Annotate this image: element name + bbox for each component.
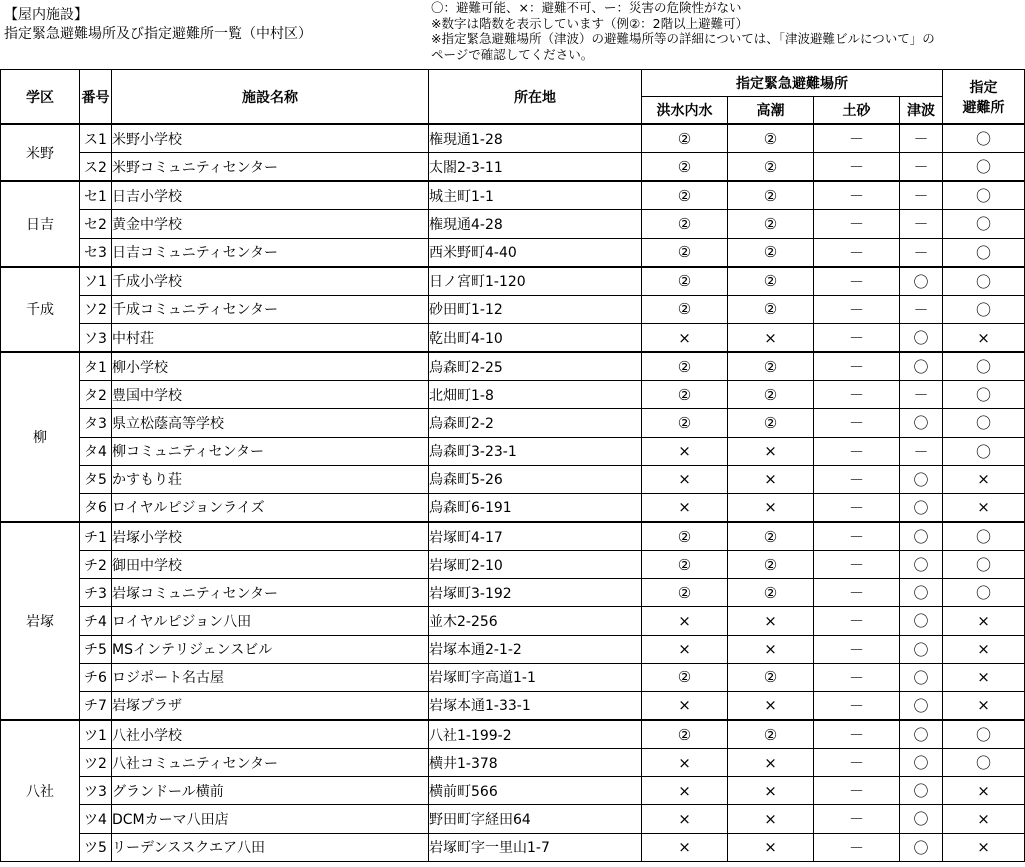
flood-status: ×: [642, 465, 728, 493]
shelter-status: ×: [943, 805, 1025, 833]
facility-number: タ6: [80, 493, 112, 522]
facility-number: ツ4: [80, 805, 112, 833]
facility-name: かすもり荘: [112, 465, 429, 493]
shelter-status: 〇: [943, 749, 1025, 777]
table-row: [1, 522, 1025, 551]
col-header-shelter-line1: 指定: [969, 79, 998, 96]
flood-status: ②: [642, 720, 728, 749]
flood-status: ②: [642, 210, 728, 238]
flood-status: ×: [642, 607, 728, 635]
facility-address: 烏森町5-26: [429, 465, 642, 493]
landslide-status: －: [814, 210, 900, 238]
facility-name: リーデンススクエア八田: [112, 833, 429, 861]
facility-name: 御田中学校: [112, 551, 429, 579]
facility-name: ロイヤルピジョンライズ: [112, 493, 429, 522]
flood-status: ②: [642, 663, 728, 691]
storm-surge-status: ②: [728, 238, 814, 267]
tsunami-status: 〇: [900, 607, 943, 635]
flood-status: ×: [642, 749, 728, 777]
tsunami-status: 〇: [900, 267, 943, 296]
table-row: [1, 663, 1025, 691]
landslide-status: －: [814, 720, 900, 749]
facility-address: 岩塚本通2-1-2: [429, 635, 642, 663]
district-cell: 八社: [1, 720, 80, 861]
page-title: 指定緊急避難場所及び指定避難所一覧（中村区）: [4, 26, 312, 42]
facility-number: チ1: [80, 522, 112, 551]
table-row: [1, 691, 1025, 720]
facility-number: チ6: [80, 663, 112, 691]
facility-number: タ5: [80, 465, 112, 493]
facility-name: DCMカーマ八田店: [112, 805, 429, 833]
flood-status: ×: [642, 493, 728, 522]
landslide-status: －: [814, 805, 900, 833]
flood-status: ×: [642, 323, 728, 352]
table-header: [1, 70, 1025, 125]
facility-address: 烏森町2-2: [429, 409, 642, 437]
table-row: [1, 635, 1025, 663]
landslide-status: －: [814, 691, 900, 720]
tsunami-status: －: [900, 238, 943, 267]
flood-status: ②: [642, 352, 728, 381]
facility-address: 烏森町2-25: [429, 352, 642, 381]
tsunami-status: 〇: [900, 720, 943, 749]
table-row: [1, 124, 1025, 153]
storm-surge-status: ②: [728, 579, 814, 607]
facility-number: タ4: [80, 437, 112, 465]
facility-number: タ3: [80, 409, 112, 437]
landslide-status: －: [814, 777, 900, 805]
storm-surge-status: ×: [728, 465, 814, 493]
shelter-status: 〇: [943, 579, 1025, 607]
table-row: [1, 833, 1025, 861]
table-row: [1, 579, 1025, 607]
facility-name: 日吉小学校: [112, 181, 429, 210]
table-row: [1, 465, 1025, 493]
flood-status: ×: [642, 691, 728, 720]
landslide-status: －: [814, 381, 900, 409]
flood-status: ×: [642, 777, 728, 805]
facility-address: 岩塚町3-192: [429, 579, 642, 607]
facility-number: タ1: [80, 352, 112, 381]
district-cell: 日吉: [1, 181, 80, 266]
facility-number: ツ1: [80, 720, 112, 749]
facility-number: ソ2: [80, 295, 112, 323]
flood-status: ②: [642, 409, 728, 437]
flood-status: ×: [642, 833, 728, 861]
shelter-status: 〇: [943, 522, 1025, 551]
facility-address: 並木2-256: [429, 607, 642, 635]
tsunami-status: 〇: [900, 493, 943, 522]
flood-status: ②: [642, 522, 728, 551]
landslide-status: －: [814, 522, 900, 551]
district-cell: 米野: [1, 124, 80, 181]
facility-address: 北畑町1-8: [429, 381, 642, 409]
storm-surge-status: ②: [728, 352, 814, 381]
tsunami-status: －: [900, 437, 943, 465]
col-header-storm-surge: 高潮: [728, 97, 814, 125]
shelter-status: 〇: [943, 124, 1025, 153]
storm-surge-status: ②: [728, 267, 814, 296]
table-row: [1, 153, 1025, 182]
shelter-status: 〇: [943, 720, 1025, 749]
shelter-status: ×: [943, 663, 1025, 691]
flood-status: ②: [642, 295, 728, 323]
shelter-status: ×: [943, 493, 1025, 522]
facility-name: ロジポート名古屋: [112, 663, 429, 691]
storm-surge-status: ②: [728, 551, 814, 579]
table-row: [1, 720, 1025, 749]
tsunami-status: 〇: [900, 635, 943, 663]
storm-surge-status: ×: [728, 691, 814, 720]
facility-number: セ1: [80, 181, 112, 210]
facility-address: 野田町字経田64: [429, 805, 642, 833]
col-header-tsunami: 津波: [900, 97, 943, 125]
storm-surge-status: ②: [728, 409, 814, 437]
col-header-shelter-line2: 避難所: [962, 99, 1005, 116]
facility-number: セ3: [80, 238, 112, 267]
tsunami-status: 〇: [900, 409, 943, 437]
facility-number: ス1: [80, 124, 112, 153]
tsunami-status: －: [900, 153, 943, 182]
facility-name: 岩塚コミュニティセンター: [112, 579, 429, 607]
table-row: [1, 267, 1025, 296]
tsunami-status: 〇: [900, 833, 943, 861]
facility-name: 八社小学校: [112, 720, 429, 749]
flood-status: ②: [642, 381, 728, 409]
tsunami-status: －: [900, 210, 943, 238]
col-header-district: 学区: [1, 70, 80, 125]
tsunami-status: 〇: [900, 691, 943, 720]
landslide-status: －: [814, 465, 900, 493]
storm-surge-status: ×: [728, 493, 814, 522]
landslide-status: －: [814, 153, 900, 182]
shelter-status: 〇: [943, 238, 1025, 267]
shelter-status: ×: [943, 833, 1025, 861]
storm-surge-status: ×: [728, 805, 814, 833]
facility-address: 岩塚町字高道1-1: [429, 663, 642, 691]
facility-address: 横前町566: [429, 777, 642, 805]
storm-surge-status: ②: [728, 381, 814, 409]
section-label: 【屋内施設】: [4, 7, 88, 23]
facility-address: 烏森町6-191: [429, 493, 642, 522]
tsunami-status: 〇: [900, 749, 943, 777]
tsunami-status: 〇: [900, 663, 943, 691]
facility-address: 城主町1-1: [429, 181, 642, 210]
facility-name: MSインテリジェンスビル: [112, 635, 429, 663]
storm-surge-status: ②: [728, 522, 814, 551]
storm-surge-status: ②: [728, 663, 814, 691]
table-row: [1, 777, 1025, 805]
facility-number: ツ2: [80, 749, 112, 777]
col-header-emergency-group: 指定緊急避難場所: [642, 70, 943, 97]
landslide-status: －: [814, 551, 900, 579]
tsunami-status: 〇: [900, 777, 943, 805]
col-header-flood: 洪水内水: [642, 97, 728, 125]
col-header-address: 所在地: [429, 70, 642, 125]
table-row: [1, 352, 1025, 381]
facility-address: 乾出町4-10: [429, 323, 642, 352]
document-heading: [4, 6, 312, 44]
facility-address: 八社1-199-2: [429, 720, 642, 749]
legend-floor-note: ※数字は階数を表示しています（例②：2階以上避難可）: [431, 15, 749, 31]
storm-surge-status: ×: [728, 833, 814, 861]
storm-surge-status: ②: [728, 210, 814, 238]
flood-status: ×: [642, 635, 728, 663]
facility-address: 西米野町4-40: [429, 238, 642, 267]
shelter-status: ×: [943, 323, 1025, 352]
table-row: [1, 805, 1025, 833]
table-row: [1, 238, 1025, 267]
facility-name: 八社コミュニティセンター: [112, 749, 429, 777]
tsunami-status: －: [900, 381, 943, 409]
shelter-status: 〇: [943, 437, 1025, 465]
storm-surge-status: ×: [728, 777, 814, 805]
shelter-status: 〇: [943, 381, 1025, 409]
facility-number: チ5: [80, 635, 112, 663]
table-row: [1, 323, 1025, 352]
table-row: [1, 437, 1025, 465]
district-cell: 岩塚: [1, 522, 80, 720]
facility-name: 豊国中学校: [112, 381, 429, 409]
tsunami-status: 〇: [900, 579, 943, 607]
tsunami-status: －: [900, 181, 943, 210]
tsunami-status: 〇: [900, 323, 943, 352]
storm-surge-status: ×: [728, 749, 814, 777]
facility-address: 日ノ宮町1-120: [429, 267, 642, 296]
table-row: [1, 551, 1025, 579]
tsunami-status: 〇: [900, 522, 943, 551]
facility-address: 烏森町3-23-1: [429, 437, 642, 465]
tsunami-status: 〇: [900, 352, 943, 381]
flood-status: ×: [642, 805, 728, 833]
tsunami-status: 〇: [900, 465, 943, 493]
facility-address: 岩塚町2-10: [429, 551, 642, 579]
shelter-status: 〇: [943, 295, 1025, 323]
flood-status: ②: [642, 579, 728, 607]
storm-surge-status: ×: [728, 635, 814, 663]
landslide-status: －: [814, 409, 900, 437]
table-row: [1, 295, 1025, 323]
shelter-status: 〇: [943, 181, 1025, 210]
shelter-status: ×: [943, 465, 1025, 493]
shelter-status: ×: [943, 607, 1025, 635]
facility-name: 中村荘: [112, 323, 429, 352]
tsunami-status: －: [900, 295, 943, 323]
storm-surge-status: ②: [728, 124, 814, 153]
flood-status: ②: [642, 181, 728, 210]
facility-number: ソ3: [80, 323, 112, 352]
facility-number: チ4: [80, 607, 112, 635]
shelter-status: 〇: [943, 551, 1025, 579]
landslide-status: －: [814, 833, 900, 861]
col-header-number: 番号: [80, 70, 112, 125]
storm-surge-status: ×: [728, 437, 814, 465]
facility-address: 横井1-378: [429, 749, 642, 777]
facility-name: 柳小学校: [112, 352, 429, 381]
landslide-status: －: [814, 181, 900, 210]
shelter-status: ×: [943, 635, 1025, 663]
facility-name: 岩塚プラザ: [112, 691, 429, 720]
facility-address: 太閤2-3-11: [429, 153, 642, 182]
storm-surge-status: ②: [728, 181, 814, 210]
shelter-status: 〇: [943, 409, 1025, 437]
shelter-table: [0, 69, 1025, 862]
facility-number: ツ5: [80, 833, 112, 861]
facility-name: 黄金中学校: [112, 210, 429, 238]
landslide-status: －: [814, 124, 900, 153]
flood-status: ②: [642, 267, 728, 296]
legend-symbols: 〇：避難可能、×：避難不可、ー：災害の危険性がない: [431, 0, 742, 15]
landslide-status: －: [814, 295, 900, 323]
landslide-status: －: [814, 579, 900, 607]
shelter-status: 〇: [943, 352, 1025, 381]
shelter-status: ×: [943, 777, 1025, 805]
flood-status: ×: [642, 437, 728, 465]
facility-address: 岩塚本通1-33-1: [429, 691, 642, 720]
facility-number: セ2: [80, 210, 112, 238]
landslide-status: －: [814, 493, 900, 522]
tsunami-status: 〇: [900, 551, 943, 579]
storm-surge-status: ②: [728, 153, 814, 182]
facility-number: チ3: [80, 579, 112, 607]
facility-address: 砂田町1-12: [429, 295, 642, 323]
table-row: [1, 210, 1025, 238]
shelter-status: ×: [943, 691, 1025, 720]
storm-surge-status: ②: [728, 295, 814, 323]
landslide-status: －: [814, 238, 900, 267]
facility-address: 権現通4-28: [429, 210, 642, 238]
landslide-status: －: [814, 267, 900, 296]
col-header-landslide: 土砂: [814, 97, 900, 125]
storm-surge-status: ②: [728, 720, 814, 749]
flood-status: ②: [642, 153, 728, 182]
facility-name: 千成コミュニティセンター: [112, 295, 429, 323]
table-row: [1, 381, 1025, 409]
landslide-status: －: [814, 437, 900, 465]
col-header-name: 施設名称: [112, 70, 429, 125]
facility-name: グランドール横前: [112, 777, 429, 805]
flood-status: ②: [642, 238, 728, 267]
facility-number: ス2: [80, 153, 112, 182]
facility-name: ロイヤルピジョン八田: [112, 607, 429, 635]
flood-status: ②: [642, 551, 728, 579]
facility-number: ソ1: [80, 267, 112, 296]
facility-address: 権現通1-28: [429, 124, 642, 153]
landslide-status: －: [814, 663, 900, 691]
facility-name: 千成小学校: [112, 267, 429, 296]
landslide-status: －: [814, 749, 900, 777]
facility-number: タ2: [80, 381, 112, 409]
legend-tsunami-note: ※指定緊急避難場所（津波）の避難場所等の詳細については、「津波避難ビルについて」の: [431, 31, 935, 46]
facility-name: 県立松蔭高等学校: [112, 409, 429, 437]
legend-tsunami-note-cont: ページで確認してください。: [431, 46, 594, 62]
table-row: [1, 409, 1025, 437]
facility-address: 岩塚町4-17: [429, 522, 642, 551]
table-body: [1, 124, 1025, 861]
legend-notes: [431, 0, 935, 62]
shelter-status: 〇: [943, 267, 1025, 296]
landslide-status: －: [814, 352, 900, 381]
district-cell: 千成: [1, 267, 80, 352]
landslide-status: －: [814, 607, 900, 635]
shelter-status: 〇: [943, 153, 1025, 182]
facility-address: 岩塚町字一里山1-7: [429, 833, 642, 861]
table-row: [1, 749, 1025, 777]
district-cell: 柳: [1, 352, 80, 522]
facility-name: 日吉コミュニティセンター: [112, 238, 429, 267]
facility-name: 米野小学校: [112, 124, 429, 153]
table-row: [1, 493, 1025, 522]
facility-name: 柳コミュニティセンター: [112, 437, 429, 465]
storm-surge-status: ×: [728, 323, 814, 352]
table-row: [1, 181, 1025, 210]
facility-number: チ2: [80, 551, 112, 579]
shelter-status: 〇: [943, 210, 1025, 238]
facility-number: チ7: [80, 691, 112, 720]
storm-surge-status: ×: [728, 607, 814, 635]
facility-number: ツ3: [80, 777, 112, 805]
col-header-shelter: [943, 70, 1025, 125]
table-row: [1, 607, 1025, 635]
landslide-status: －: [814, 323, 900, 352]
tsunami-status: 〇: [900, 805, 943, 833]
flood-status: ②: [642, 124, 728, 153]
tsunami-status: －: [900, 124, 943, 153]
facility-name: 米野コミュニティセンター: [112, 153, 429, 182]
landslide-status: －: [814, 635, 900, 663]
facility-name: 岩塚小学校: [112, 522, 429, 551]
